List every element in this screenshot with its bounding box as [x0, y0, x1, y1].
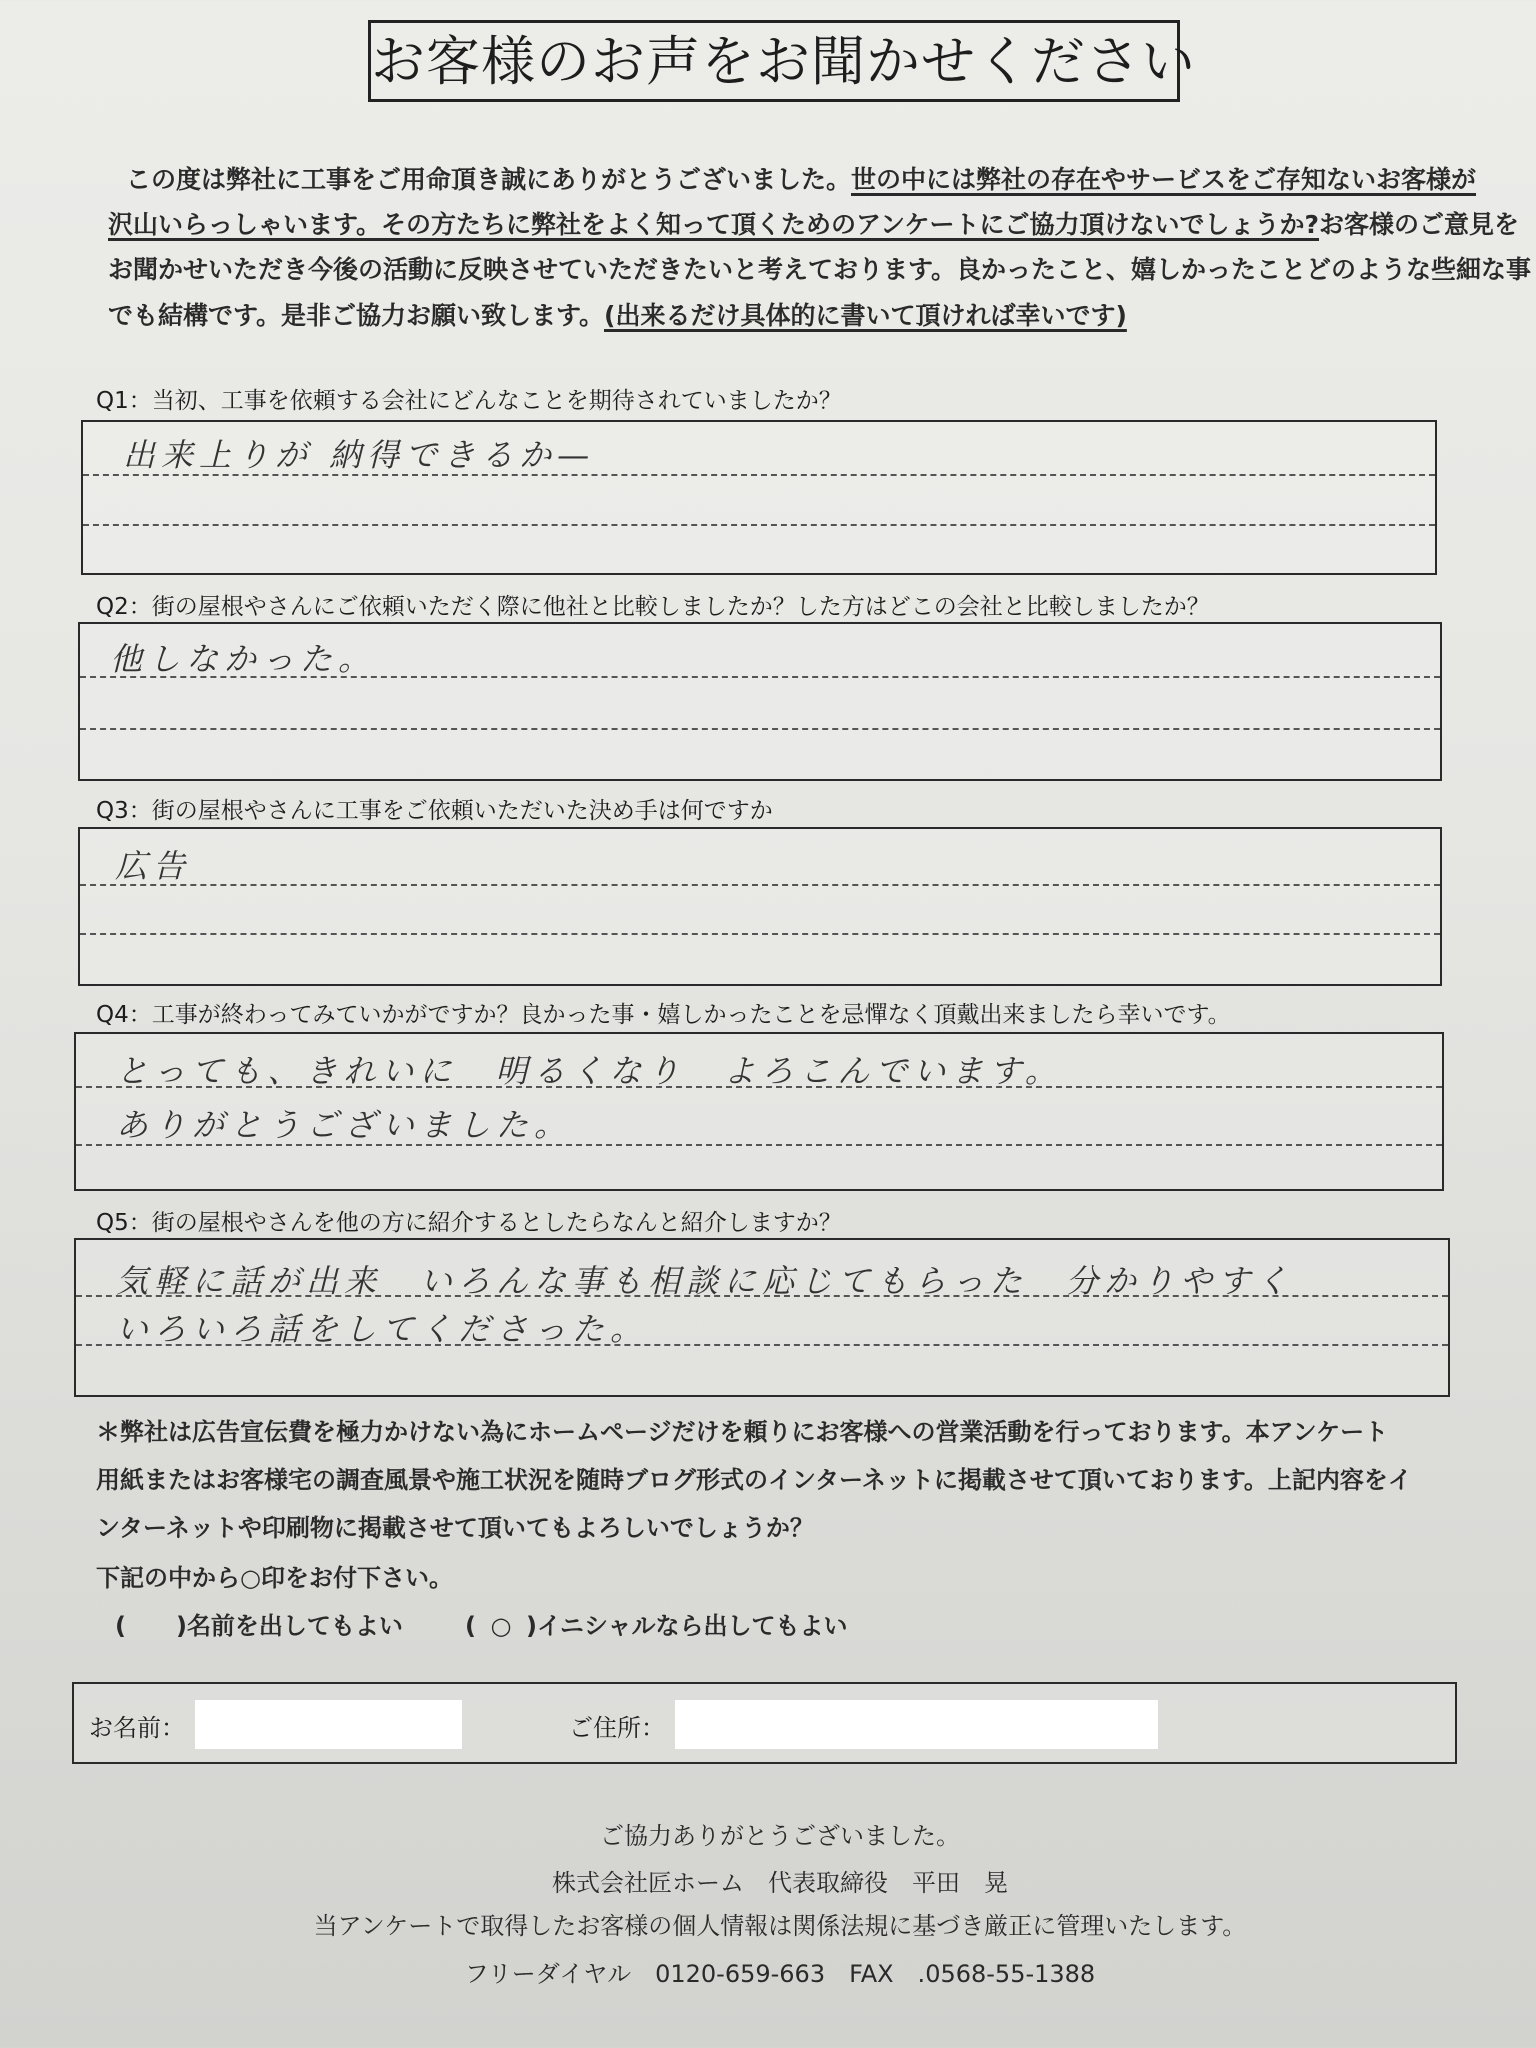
q2-answer: 他しなかった。	[110, 640, 377, 678]
page-title: お客様のお声をお聞かせください	[368, 20, 1180, 102]
q3-answer-box[interactable]	[78, 827, 1442, 986]
notice-line-3: ンターネットや印刷物に掲載させて頂いてもよろしいでしょうか？	[96, 1514, 814, 1542]
option-initials-mark: ○	[490, 1612, 512, 1640]
option-initials-label: イニシャルなら出してもよい	[536, 1612, 848, 1640]
intro-underlined: 世の中には弊社の存在やサービスをご存知ないお客様が	[851, 165, 1477, 194]
option-name-label: 名前を出してもよい	[186, 1612, 403, 1640]
intro-text: でも結構です。是非ご協力お願い致します。	[108, 301, 605, 330]
intro-line-3: お聞かせいただき今後の活動に反映させていただきたいと考えております。良かったこと、嬉しかったことどのような些細な事	[108, 255, 1532, 284]
intro-underlined: (出来るだけ具体的に書いて頂ければ幸いです)	[604, 301, 1127, 330]
option-name[interactable]: ( )名前を出してもよい	[115, 1612, 403, 1640]
option-initials[interactable]: ( ○ )イニシャルなら出してもよい	[465, 1612, 848, 1640]
q1-answer: 出来上りが 納得できるか—	[123, 436, 596, 474]
notice-line-4: 下記の中から○印をお付下さい。	[96, 1564, 453, 1592]
address-label: ご住所：	[569, 1714, 665, 1742]
name-field-redacted[interactable]	[195, 1700, 462, 1749]
intro-line-4	[108, 296, 1453, 332]
notice-line-1: ＊弊社は広告宣伝費を極力かけない為にホームページだけを頼りにお客様への営業活動を行っております。本アンケート	[96, 1418, 1389, 1446]
intro-text: この度は弊社に工事をご用命頂き誠にありがとうございました。	[126, 165, 852, 194]
footer-company: 株式会社匠ホーム 代表取締役 平田 晃	[552, 1869, 1008, 1897]
q5-answer-line-2: いろいろ話をしてくださった。	[116, 1310, 649, 1348]
customer-info-box	[72, 1682, 1457, 1764]
address-field-redacted[interactable]	[675, 1700, 1158, 1749]
q3-label: Q3：街の屋根やさんに工事をご依頼いただいた決め手は何ですか	[96, 798, 773, 824]
q2-label: Q2：街の屋根やさんにご依頼いただく際に他社と比較しましたか？した方はどこの会社と比較しましたか？	[96, 594, 1210, 620]
q1-label: Q1：当初、工事を依頼する会社にどんなことを期待されていましたか？	[96, 388, 842, 414]
q4-answer-line-1: とっても、きれいに 明るくなり よろこんでいます。	[116, 1052, 1063, 1090]
q4-label: Q4：工事が終わってみていかがですか？良かった事・嬉しかったことを忌憚なく頂戴出来ましたら幸いです。	[96, 1002, 1231, 1028]
q5-answer-box[interactable]	[74, 1238, 1450, 1397]
intro-text: お客様のご意見を	[1319, 210, 1520, 239]
q1-answer-box[interactable]	[81, 420, 1437, 575]
q5-label: Q5：街の屋根やさんを他の方に紹介するとしたらなんと紹介しますか？	[96, 1210, 842, 1236]
footer-thanks: ご協力ありがとうございました。	[600, 1822, 960, 1850]
q4-answer-line-2: ありがとうございました。	[116, 1106, 573, 1144]
intro-line-2	[108, 205, 1520, 241]
name-label: お名前：	[89, 1714, 185, 1742]
intro-underlined: 沢山いらっしゃいます。その方たちに弊社をよく知って頂くためのアンケートにご協力頂けないでしょうか?	[108, 210, 1320, 239]
notice-line-2: 用紙またはお客様宅の調査風景や施工状況を随時ブログ形式のインターネットに掲載させて頂いております。上記内容をイ	[96, 1466, 1412, 1494]
intro-line-1	[108, 160, 1477, 196]
q2-answer-box[interactable]	[78, 622, 1442, 781]
footer-contact: フリーダイヤル 0120-659-663 FAX .0568-55-1388	[464, 1960, 1096, 1988]
q4-answer-box[interactable]	[74, 1032, 1444, 1191]
q5-answer-line-1: 気軽に話が出来 いろんな事も相談に応じてもらった 分かりやすく	[116, 1262, 1295, 1300]
footer-privacy: 当アンケートで取得したお客様の個人情報は関係法規に基づき厳正に管理いたします。	[313, 1912, 1247, 1940]
q3-answer: 広告	[115, 847, 192, 885]
